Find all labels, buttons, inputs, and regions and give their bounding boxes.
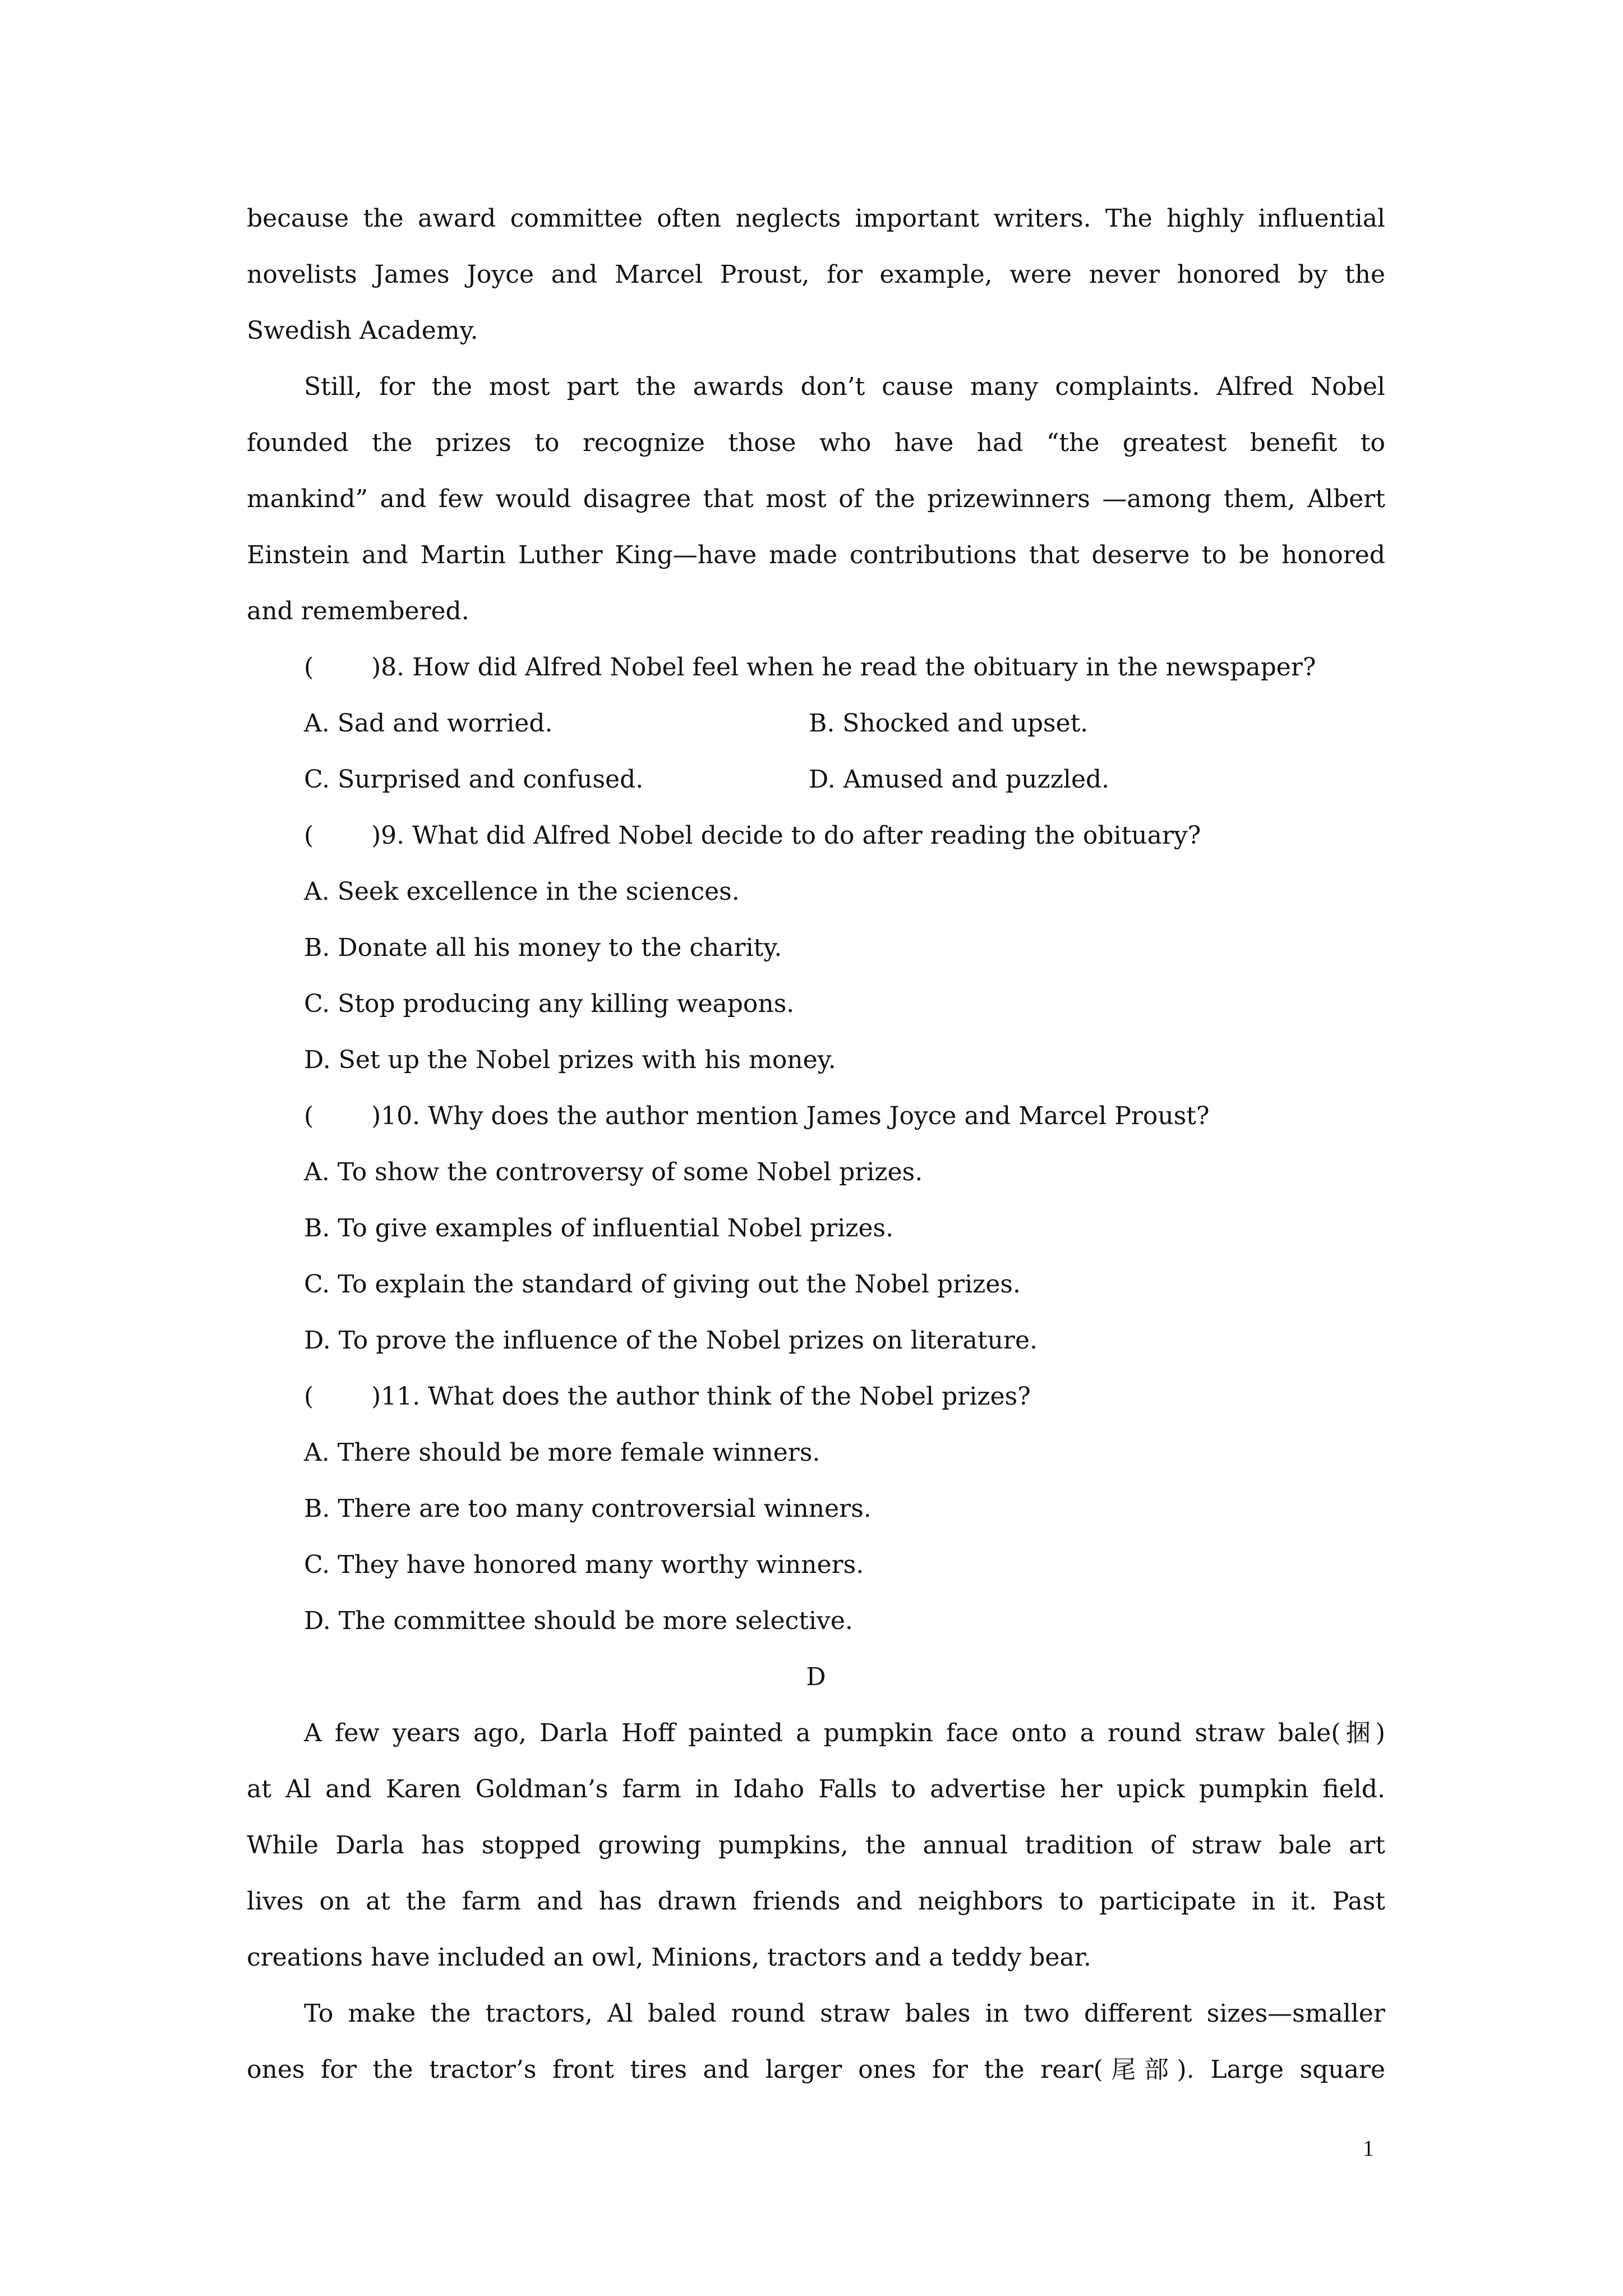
option-b: B. Donate all his money to the charity. [304, 933, 782, 962]
paragraph-line: Einstein and Martin Luther King—have made contributions that deserve to be honored [247, 541, 1385, 569]
option-b: B. There are too many controversial winners. [304, 1494, 872, 1523]
paragraph-line: at Al and Karen Goldman’s farm in Idaho Falls to advertise her upick pumpkin field. [247, 1775, 1385, 1803]
page-number: 1 [1363, 2136, 1374, 2161]
paragraph-line: lives on at the farm and has drawn friends and neighbors to participate in it. Past [247, 1887, 1385, 1916]
paragraph [247, 359, 1385, 639]
question-text: )8. How did Alfred Nobel feel when he read the obituary in the newspaper? [371, 653, 1316, 682]
answer-blank[interactable]: ( [304, 821, 314, 850]
option-d: D. Amused and puzzled. [809, 765, 1110, 794]
option-d: D. The committee should be more selective. [304, 1607, 853, 1635]
answer-blank[interactable]: ( [304, 1382, 314, 1411]
paragraph-line: While Darla has stopped growing pumpkins, the annual tradition of straw bale art [247, 1831, 1385, 1860]
paragraph [247, 191, 1385, 359]
paragraph-line: Swedish Academy. [247, 316, 478, 345]
question-9 [247, 808, 1385, 1088]
paragraph-line: creations have included an owl, Minions, tractors and a teddy bear. [247, 1943, 1091, 1972]
section-heading: D [806, 1663, 826, 1691]
question-stem [247, 808, 1385, 864]
option-b: B. Shocked and upset. [809, 709, 1089, 738]
question-8 [247, 639, 1385, 808]
paragraph-line: To make the tractors, Al baled round straw bales in two different sizes—smaller [304, 1999, 1385, 2028]
question-11 [247, 1369, 1385, 1649]
question-text: )10. Why does the author mention James Joyce and Marcel Proust? [371, 1102, 1210, 1130]
paragraph-line: A few years ago, Darla Hoff painted a pumpkin face onto a round straw bale(捆) [304, 1719, 1385, 1747]
paragraph-line: founded the prizes to recognize those who have had “the greatest benefit to [247, 429, 1385, 457]
answer-blank[interactable]: ( [304, 653, 314, 682]
question-stem [247, 1369, 1385, 1425]
question-text: )11. What does the author think of the Nobel prizes? [371, 1382, 1031, 1411]
page-content [247, 191, 1385, 2098]
option-c: C. To explain the standard of giving out the Nobel prizes. [304, 1270, 1021, 1299]
question-text: )9. What did Alfred Nobel decide to do after reading the obituary? [371, 821, 1201, 850]
option-b: B. To give examples of influential Nobel prizes. [304, 1214, 894, 1243]
option-a: A. To show the controversy of some Nobel prizes. [304, 1158, 923, 1186]
option-a: A. Seek excellence in the sciences. [304, 877, 740, 906]
paragraph-line: ones for the tractor’s front tires and larger ones for the rear(尾部). Large square [247, 2055, 1385, 2084]
paragraph [247, 1705, 1385, 1986]
question-stem [247, 1088, 1385, 1144]
option-c: C. Stop producing any killing weapons. [304, 990, 795, 1018]
question-stem [247, 639, 1385, 696]
option-row [247, 752, 1385, 808]
option-a: A. Sad and worried. [304, 709, 553, 738]
option-c: C. Surprised and confused. [304, 765, 644, 794]
paragraph-line: and remembered. [247, 597, 469, 625]
paragraph-line: Still, for the most part the awards don’t cause many complaints. Alfred Nobel [304, 372, 1385, 401]
paragraph-line: because the award committee often neglects important writers. The highly influential [247, 204, 1385, 233]
option-d: D. Set up the Nobel prizes with his money. [304, 1046, 836, 1074]
paragraph-line: mankind” and few would disagree that most of the prizewinners —among them, Albert [247, 485, 1385, 513]
option-c: C. They have honored many worthy winners. [304, 1550, 864, 1579]
question-10 [247, 1088, 1385, 1369]
answer-blank[interactable]: ( [304, 1102, 314, 1130]
paragraph-line: novelists James Joyce and Marcel Proust, for example, were never honored by the [247, 260, 1385, 289]
option-row [247, 696, 1385, 752]
paragraph [247, 1986, 1385, 2098]
option-d: D. To prove the influence of the Nobel prizes on literature. [304, 1326, 1038, 1355]
option-a: A. There should be more female winners. [304, 1438, 820, 1467]
